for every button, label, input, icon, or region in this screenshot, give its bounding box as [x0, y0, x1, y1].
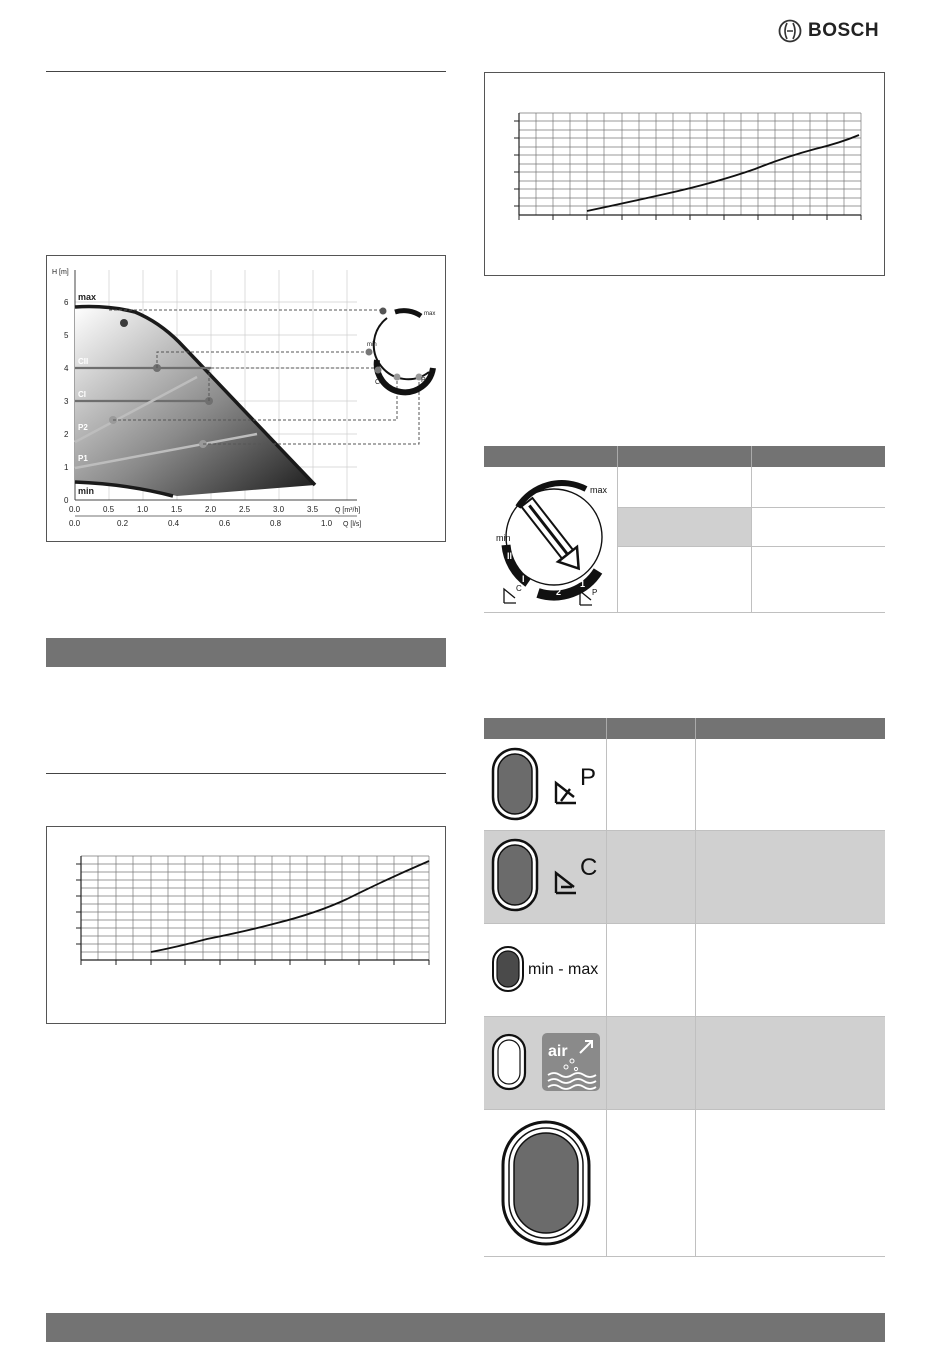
curve-label-min: min	[78, 486, 95, 496]
curve-label-max: max	[78, 292, 97, 302]
button-table-icon-cell	[484, 1017, 607, 1110]
mode-table-cell	[751, 508, 885, 547]
dial-mode-i: I	[522, 574, 525, 584]
y-tick: 5	[64, 331, 69, 340]
resistance-chart-right-svg	[485, 73, 884, 275]
resistance-chart-right	[484, 72, 885, 276]
large-button-icon	[484, 1110, 606, 1251]
dial-c-symbol: C	[516, 584, 523, 593]
button-table-cell	[696, 1017, 885, 1110]
pump-dial-p-label: P	[421, 377, 426, 384]
button-table-icon-cell	[484, 831, 607, 924]
pump-curve-chart	[47, 256, 445, 541]
speed-range-label: min - max	[528, 961, 599, 978]
x-tick: 1.0	[321, 519, 333, 528]
section-rule	[46, 773, 446, 774]
resistance-chart-left-svg	[47, 827, 445, 1023]
x-tick: 3.0	[273, 505, 285, 514]
pump-curve-figure	[46, 255, 446, 542]
x-tick: 2.5	[239, 505, 251, 514]
x-tick: 0.8	[270, 519, 282, 528]
y-tick: 4	[64, 364, 69, 373]
pump-dial-c-label: C	[375, 379, 381, 386]
section-header-bar	[46, 638, 446, 667]
button-table-cell	[607, 1110, 696, 1257]
dial-mode-ii: II	[507, 551, 513, 561]
x-tick: 0.5	[103, 505, 115, 514]
button-table-cell	[607, 1017, 696, 1110]
x-tick-labels-litres	[69, 519, 361, 528]
y-tick: 2	[64, 430, 69, 439]
button-table-header	[696, 718, 885, 739]
x-tick: 0.2	[117, 519, 129, 528]
mode-selector-dial-icon	[488, 467, 612, 607]
button-table-header	[484, 718, 607, 739]
speed-range-icon	[484, 924, 606, 1011]
footer-bar	[46, 1313, 885, 1342]
y-tick-labels	[64, 298, 69, 505]
y-tick: 6	[64, 298, 69, 307]
x-tick: 3.5	[307, 505, 319, 514]
button-table-cell	[607, 924, 696, 1017]
button-table-header	[607, 718, 696, 739]
dial-p-symbol: P	[592, 588, 598, 597]
proportional-pressure-mini-icon	[580, 591, 592, 605]
button-table-cell	[607, 739, 696, 831]
brand-name: BOSCH	[808, 20, 880, 41]
constant-pressure-mini-icon	[504, 589, 516, 603]
y-axis-label: H [m]	[52, 269, 69, 276]
y-tick: 1	[64, 463, 69, 472]
air-venting-label: air	[548, 1043, 568, 1060]
dial-mode-2: 2	[556, 587, 562, 597]
button-table-icon-cell	[484, 739, 607, 831]
dial-mode-1: 1	[580, 579, 586, 589]
curve-label-ci: CI	[78, 390, 86, 399]
mode-table-cell	[617, 547, 751, 613]
constant-pressure-symbol: C	[580, 854, 598, 881]
air-venting-icon	[484, 1017, 606, 1104]
button-table-cell	[696, 1110, 885, 1257]
x-tick: 1.5	[171, 505, 183, 514]
curve-label-p1: P1	[78, 454, 88, 463]
x-tick: 0.6	[219, 519, 231, 528]
mode-table-cell	[617, 467, 751, 508]
button-table-cell	[696, 924, 885, 1017]
proportional-pressure-symbol: P	[580, 764, 597, 791]
dial-min-label: min	[496, 533, 511, 543]
x-tick: 0.4	[168, 519, 180, 528]
x-tick: 0.0	[69, 505, 81, 514]
x-axis-label-flow: Q [m³/h]	[335, 507, 361, 514]
button-table-icon-cell	[484, 1110, 607, 1257]
pump-dial-min-label: min	[367, 342, 377, 348]
button-table-icon-cell	[484, 924, 607, 1017]
x-tick: 1.0	[137, 505, 149, 514]
curve-label-cii: CII	[78, 357, 89, 366]
button-table-cell	[607, 831, 696, 924]
x-tick-labels-flow	[69, 505, 360, 514]
mode-table-cell	[751, 467, 885, 508]
curve-label-p2: P2	[78, 423, 88, 432]
pump-dial-max-label: max	[424, 311, 436, 317]
dial-max-label: max	[590, 485, 608, 495]
x-tick: 2.0	[205, 505, 217, 514]
proportional-pressure-icon	[484, 739, 606, 825]
x-axis-label-litres: Q [l/s]	[343, 521, 362, 528]
resistance-chart-left	[46, 826, 446, 1024]
mode-dial-cell	[484, 467, 617, 613]
y-tick: 3	[64, 397, 69, 406]
bosch-logo	[778, 18, 888, 44]
section-rule	[46, 71, 446, 72]
x-tick: 0.0	[69, 519, 81, 528]
mode-table-header	[751, 446, 885, 467]
button-table-cell	[696, 739, 885, 831]
mode-table-header	[617, 446, 751, 467]
mode-table-cell	[751, 547, 885, 613]
mode-table-cell	[617, 508, 751, 547]
y-tick: 0	[64, 496, 69, 505]
mode-setting-table	[484, 446, 885, 613]
button-function-table	[484, 718, 885, 1257]
constant-pressure-icon	[484, 831, 606, 918]
button-table-cell	[696, 831, 885, 924]
bosch-armature-icon	[778, 19, 802, 43]
mode-table-header	[484, 446, 617, 467]
pump-dial	[366, 308, 436, 393]
